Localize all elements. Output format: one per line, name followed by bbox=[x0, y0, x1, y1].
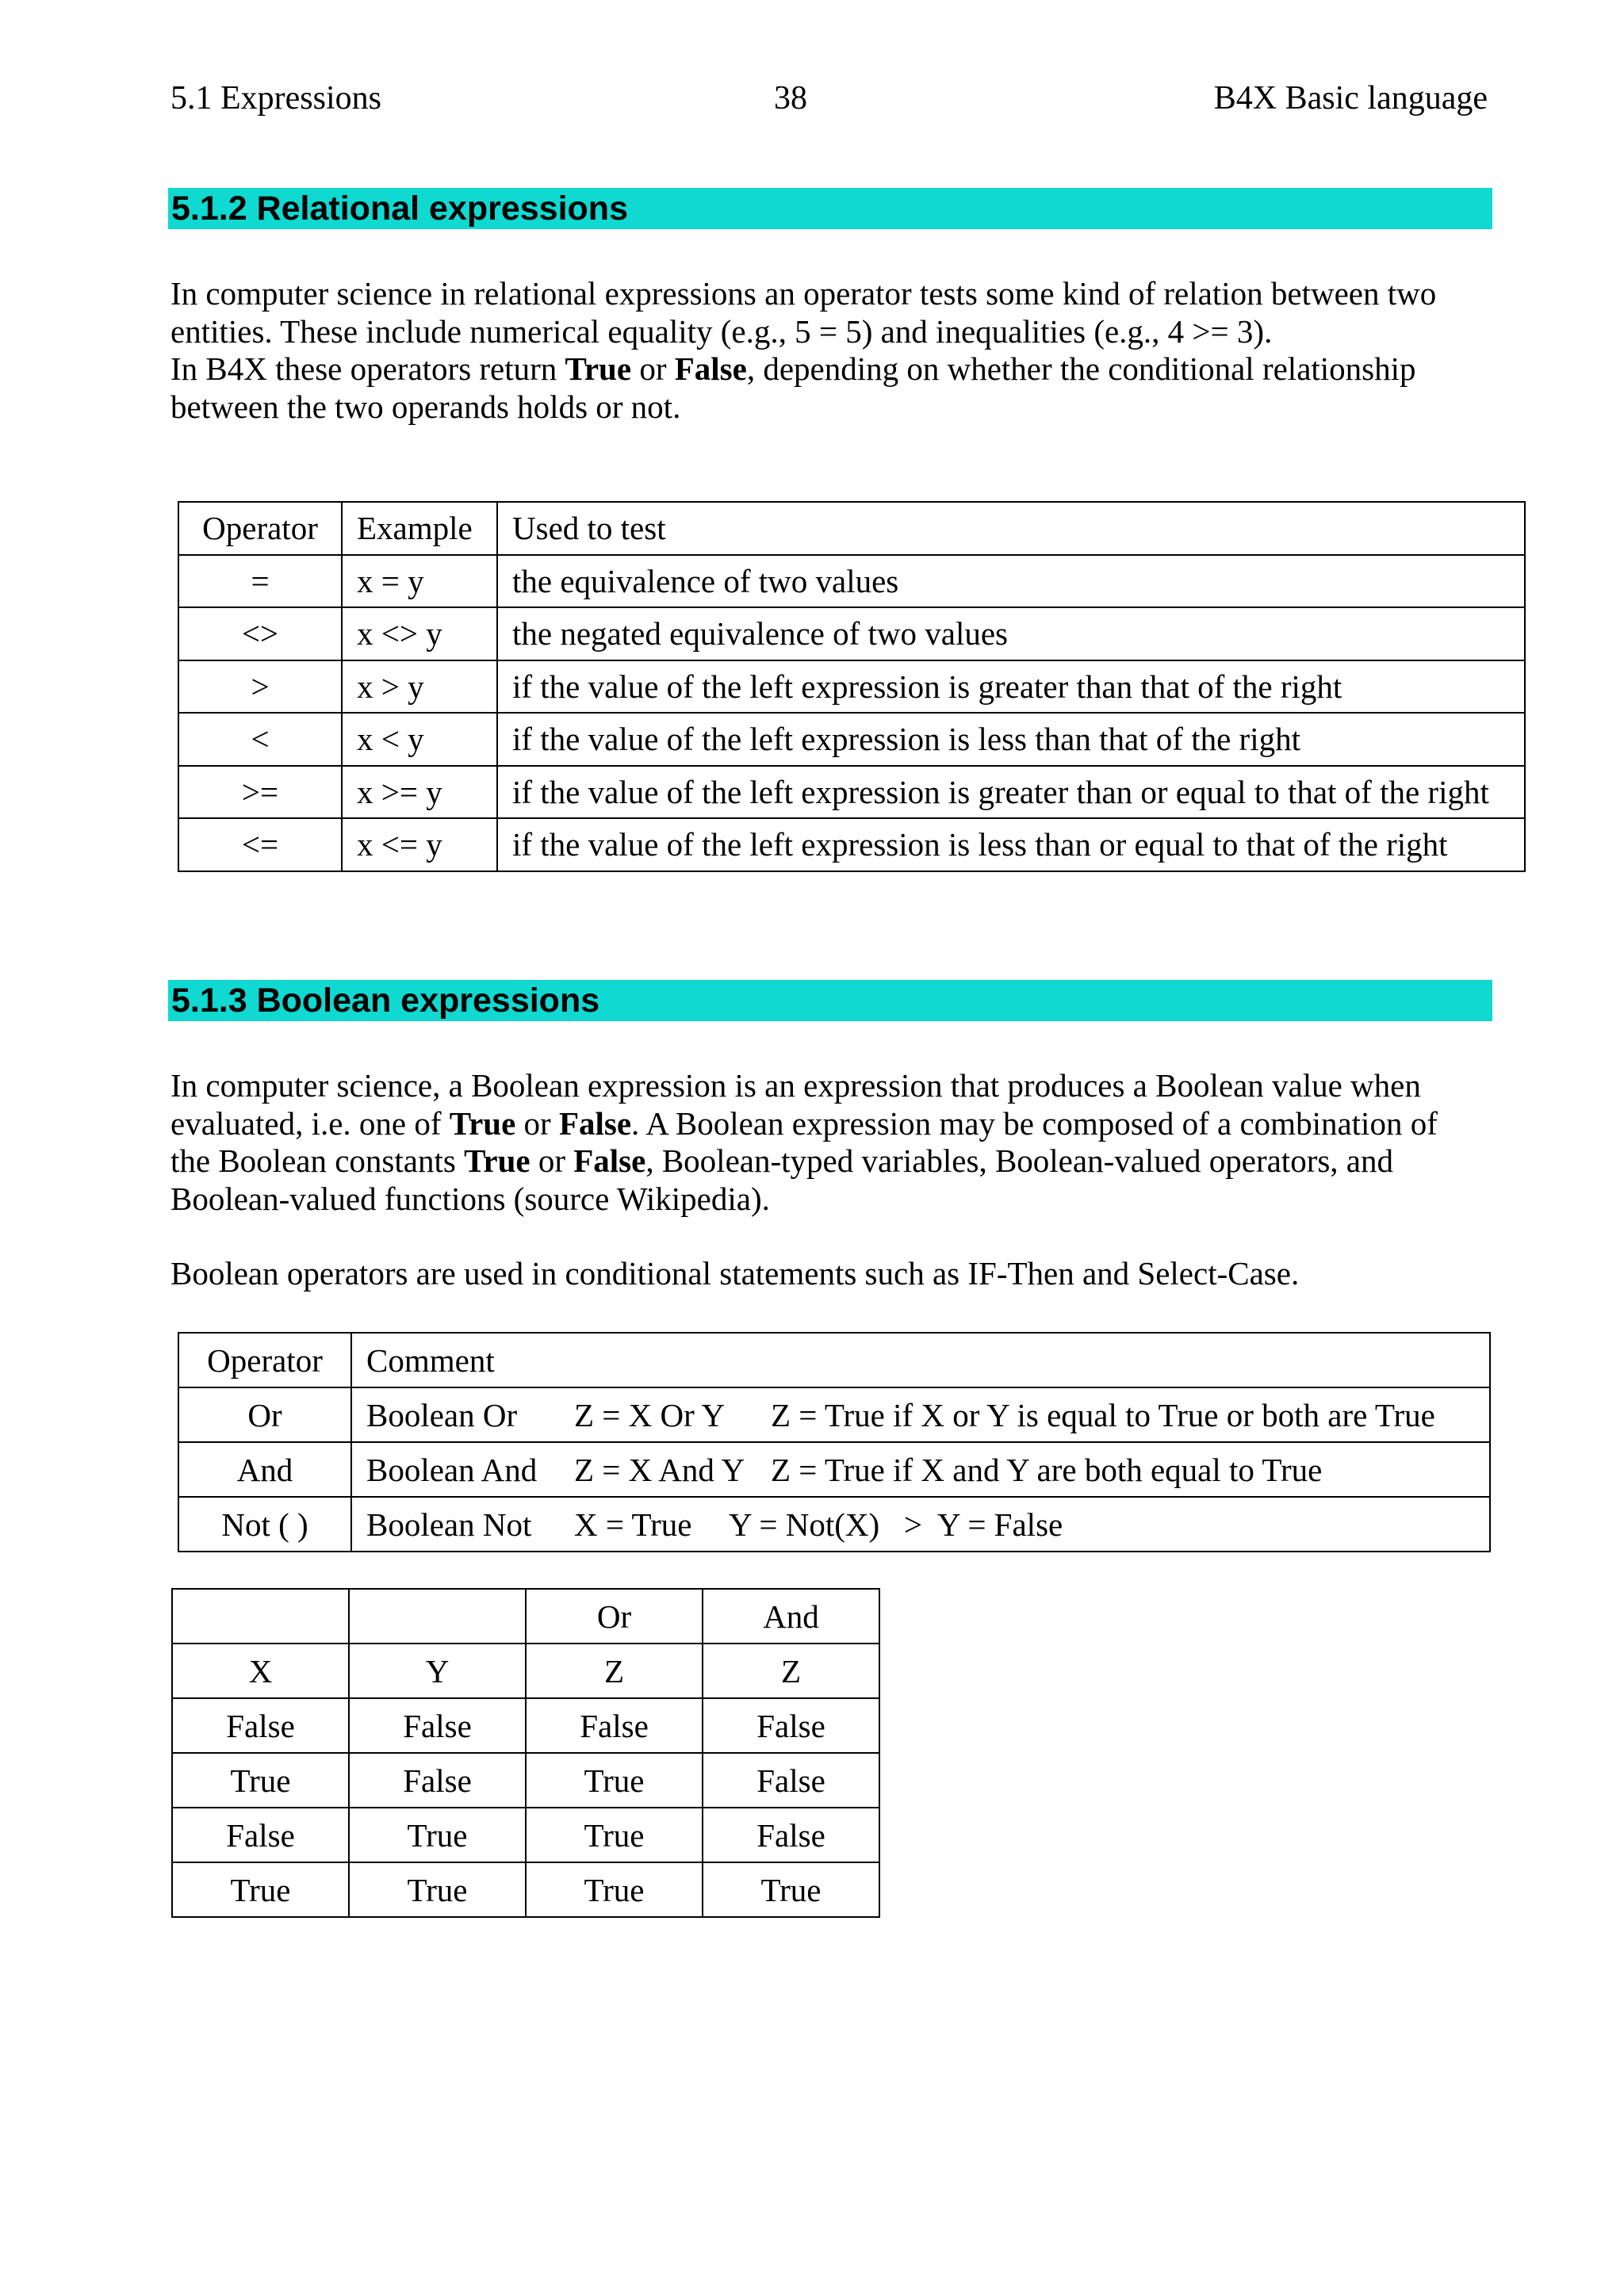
text-line: In computer science, a Boolean expression is an expression that produces a Boolean value when bbox=[170, 1067, 1421, 1104]
table-header-cell bbox=[172, 1589, 349, 1644]
comment-name: Boolean Or bbox=[366, 1396, 518, 1433]
table-cell: True bbox=[349, 1808, 526, 1862]
table-header-row bbox=[172, 1644, 879, 1698]
table-row bbox=[178, 660, 1525, 714]
truth-table bbox=[171, 1588, 880, 1918]
section-heading-boolean-text: 5.1.3 Boolean expressions bbox=[171, 982, 600, 1020]
table-cell: True bbox=[703, 1862, 879, 1917]
table-row bbox=[178, 818, 1525, 871]
text-run: or bbox=[631, 350, 675, 387]
text-line bbox=[170, 1105, 1503, 1143]
text-run: , Boolean-typed variables, Boolean-valued operators, and bbox=[645, 1142, 1394, 1179]
comment-cell bbox=[351, 1387, 1490, 1442]
boolean-intro-paragraph bbox=[170, 1067, 1503, 1218]
table-header-cell: Used to test bbox=[497, 502, 1525, 555]
table-header-row bbox=[178, 502, 1525, 555]
text-line: In computer science in relational expressions an operator tests some kind of relation between two bbox=[170, 275, 1437, 312]
table-cell: False bbox=[703, 1753, 879, 1808]
description-cell: if the value of the left expression is less than that of the right bbox=[497, 713, 1525, 766]
operator-cell: < bbox=[178, 713, 342, 766]
table-cell: False bbox=[172, 1808, 349, 1862]
table-row bbox=[178, 1497, 1490, 1552]
table-cell: False bbox=[349, 1753, 526, 1808]
comment-cell bbox=[351, 1442, 1490, 1497]
table-cell: False bbox=[703, 1808, 879, 1862]
comment-name: Boolean And bbox=[366, 1451, 538, 1488]
table-cell: False bbox=[349, 1698, 526, 1753]
text-run: . A Boolean expression may be composed of a combination of bbox=[631, 1104, 1438, 1142]
comment-expression: X = True bbox=[574, 1506, 692, 1543]
description-cell: if the value of the left expression is less than or equal to that of the right bbox=[497, 818, 1525, 871]
table-row bbox=[178, 713, 1525, 766]
relational-operators-table bbox=[178, 501, 1526, 872]
example-cell: x <= y bbox=[342, 818, 497, 871]
example-cell: x > y bbox=[342, 660, 497, 714]
operator-cell: Or bbox=[178, 1387, 351, 1442]
relational-intro-paragraph bbox=[170, 275, 1503, 426]
operator-cell: And bbox=[178, 1442, 351, 1497]
example-cell: x = y bbox=[342, 555, 497, 608]
table-row bbox=[172, 1698, 879, 1753]
header-page-number: 38 bbox=[774, 80, 807, 117]
table-row bbox=[178, 766, 1525, 819]
table-cell: True bbox=[349, 1862, 526, 1917]
text-run: evaluated, i.e. one of bbox=[170, 1104, 450, 1142]
table-row bbox=[178, 555, 1525, 608]
bold-false: False bbox=[558, 1104, 632, 1142]
text-run: the Boolean constants bbox=[170, 1142, 465, 1179]
description-cell: if the value of the left expression is greater than that of the right bbox=[497, 660, 1525, 714]
comment-expression: Z = X And Y bbox=[574, 1451, 745, 1488]
table-cell: True bbox=[526, 1808, 703, 1862]
text-run: , depending on whether the conditional relationship bbox=[746, 350, 1416, 387]
text-line bbox=[170, 1142, 1503, 1181]
table-cell: True bbox=[526, 1753, 703, 1808]
comment-name: Boolean Not bbox=[366, 1506, 532, 1543]
boolean-usage-paragraph: Boolean operators are used in conditional statements such as IF-Then and Select-Case. bbox=[170, 1255, 1300, 1292]
text-line: entities. These include numerical equality (e.g., 5 = 5) and inequalities (e.g., 4 >= 3). bbox=[170, 312, 1273, 350]
header-book-title: B4X Basic language bbox=[1213, 80, 1488, 117]
table-cell: False bbox=[526, 1698, 703, 1753]
table-row bbox=[172, 1808, 879, 1862]
table-row bbox=[178, 607, 1525, 660]
description-cell: the negated equivalence of two values bbox=[497, 607, 1525, 660]
table-cell: False bbox=[172, 1698, 349, 1753]
bold-false: False bbox=[674, 350, 747, 387]
boolean-operators-table bbox=[178, 1332, 1491, 1552]
text-line bbox=[170, 350, 1503, 388]
comment-expression: Z = X Or Y bbox=[574, 1396, 726, 1433]
table-cell: True bbox=[526, 1862, 703, 1917]
table-cell: True bbox=[172, 1862, 349, 1917]
text-run: In B4X these operators return bbox=[170, 350, 565, 387]
table-header-cell: Y bbox=[349, 1644, 526, 1698]
bold-false: False bbox=[573, 1142, 646, 1179]
comment-cell bbox=[351, 1497, 1490, 1552]
table-header-cell: Operator bbox=[178, 1333, 351, 1387]
text-line: Boolean-valued functions (source Wikipedia). bbox=[170, 1180, 770, 1217]
bold-true: True bbox=[449, 1104, 516, 1142]
example-cell: x < y bbox=[342, 713, 497, 766]
operator-cell: >= bbox=[178, 766, 342, 819]
table-header-row bbox=[172, 1589, 879, 1644]
operator-cell: <= bbox=[178, 818, 342, 871]
table-header-cell: Or bbox=[526, 1589, 703, 1644]
operator-cell: = bbox=[178, 555, 342, 608]
operator-cell: Not ( ) bbox=[178, 1497, 351, 1552]
table-header-cell bbox=[349, 1589, 526, 1644]
table-header-cell: Comment bbox=[351, 1333, 1490, 1387]
table-header-cell: Operator bbox=[178, 502, 342, 555]
example-cell: x <> y bbox=[342, 607, 497, 660]
section-heading-boolean bbox=[168, 980, 1492, 1021]
example-cell: x >= y bbox=[342, 766, 497, 819]
text-run: or bbox=[515, 1104, 559, 1142]
operator-cell: > bbox=[178, 660, 342, 714]
section-heading-relational bbox=[168, 188, 1492, 229]
table-cell: True bbox=[172, 1753, 349, 1808]
table-header-cell: Example bbox=[342, 502, 497, 555]
bold-true: True bbox=[565, 350, 632, 387]
description-cell: if the value of the left expression is greater than or equal to that of the right bbox=[497, 766, 1525, 819]
bold-true: True bbox=[464, 1142, 530, 1179]
text-run: or bbox=[530, 1142, 574, 1179]
table-cell: False bbox=[703, 1698, 879, 1753]
comment-description: Y = Not(X) > Y = False bbox=[729, 1506, 1063, 1543]
comment-description: Z = True if X or Y is equal to True or both are True bbox=[771, 1396, 1435, 1433]
table-header-cell: Z bbox=[703, 1644, 879, 1698]
operator-cell: <> bbox=[178, 607, 342, 660]
comment-description: Z = True if X and Y are both equal to True bbox=[771, 1451, 1323, 1488]
table-row bbox=[178, 1442, 1490, 1497]
table-header-cell: Z bbox=[526, 1644, 703, 1698]
text-line: between the two operands holds or not. bbox=[170, 388, 681, 425]
table-row bbox=[172, 1753, 879, 1808]
table-row bbox=[172, 1862, 879, 1917]
table-row bbox=[178, 1387, 1490, 1442]
table-header-row bbox=[178, 1333, 1490, 1387]
section-heading-relational-text: 5.1.2 Relational expressions bbox=[171, 189, 628, 228]
table-header-cell: And bbox=[703, 1589, 879, 1644]
table-header-cell: X bbox=[172, 1644, 349, 1698]
description-cell: the equivalence of two values bbox=[497, 555, 1525, 608]
header-section-title: 5.1 Expressions bbox=[170, 80, 381, 117]
